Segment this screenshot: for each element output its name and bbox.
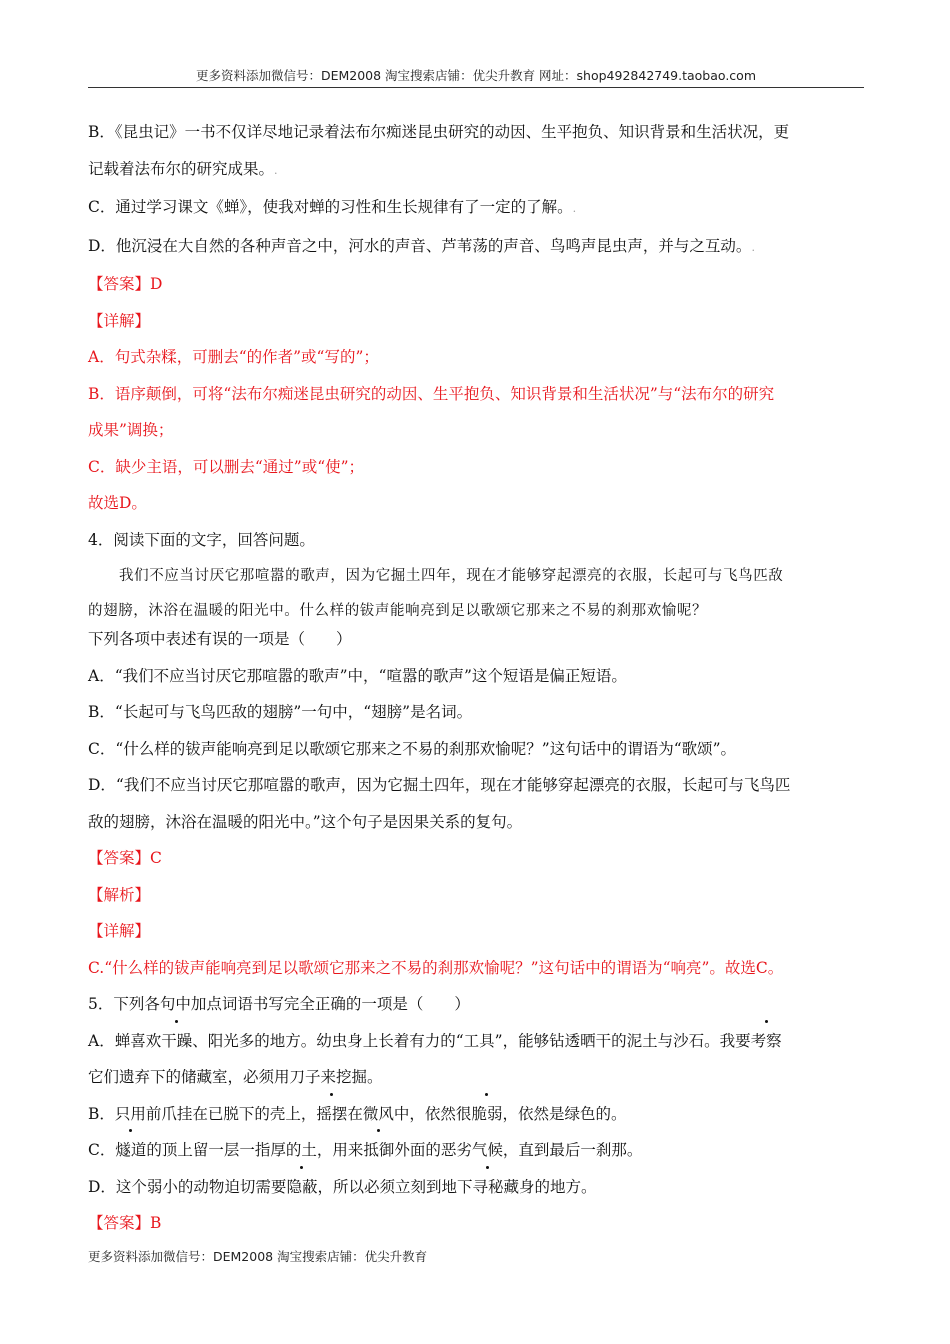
dotted-word: 摇摆 (316, 1096, 347, 1133)
q4-analysis-label: 【解析】 (88, 885, 151, 904)
q4-option-a: A．“我们不应当讨厌它那喧嚣的歌声”中，“喧嚣的歌声”这个短语是偏正短语。 (88, 666, 627, 685)
dotted-word: 隐蔽 (286, 1169, 317, 1206)
q3-answer: 【答案】D (88, 275, 163, 293)
dotted-word: 寻秘 (472, 1169, 503, 1206)
q4-stem: 4．阅读下面的文字，回答问题。 (88, 530, 315, 549)
q4-detail-label: 【详解】 (88, 922, 151, 940)
q4-passage-line-2: 的翅膀，沐浴在温暖的阳光中。什么样的钹声能响亮到足以歌颂它那来之不易的刹那欢愉呢？ (88, 602, 708, 619)
q4-option-d-cont: 敌的翅膀，沐浴在温暖的阳光中。”这个句子是因果关系的复句。 (88, 812, 523, 831)
header-divider (88, 87, 864, 88)
q5-option-d: D．这个弱小的动物迫切需要隐蔽，所以必须立刻到地下寻秘藏身的地方。 (88, 1169, 864, 1206)
q5-option-c: C．燧道的顶上留一层一指厚的土，用来抵御外面的恶劣气候，直到最后一刹那。 (88, 1132, 864, 1169)
q3-detail-b-cont: 成果”调换； (88, 421, 174, 439)
q4-answer: 【答案】C (88, 849, 162, 867)
page-footer: 更多资料添加微信号：DEM2008 淘宝搜索店铺：优尖升教育 (88, 1249, 428, 1264)
q5-option-a: A．蝉喜欢干躁、阳光多的地方。幼虫身上长着有力的“工具”，能够钻透晒干的泥土与沙石。我要考察 (88, 1023, 864, 1060)
q4-question: 下列各项中表述有误的一项是（ ） (88, 630, 352, 648)
q4-option-c: C．“什么样的钹声能响亮到足以歌颂它那来之不易的刹那欢愉呢？”这句话中的谓语为“歌颂”。 (88, 739, 737, 758)
q3-detail-c: C．缺少主语，可以删去“通过”或“使”； (88, 457, 365, 476)
q3-conclusion: 故选D。 (88, 494, 147, 512)
dotted-word: 干躁 (161, 1023, 192, 1060)
q3-option-b: B．《昆虫记》一书不仅详尽地记录着法布尔痴迷昆虫研究的动因、生平抱负、知识背景和生活状况，更 (88, 123, 790, 141)
dotted-word: 抵御 (363, 1132, 394, 1169)
q4-passage-line-1: 我们不应当讨厌它那喧嚣的歌声，因为它掘土四年，现在才能够穿起漂亮的衣服，长起可与飞鸟匹敌 (119, 568, 784, 584)
q3-detail-b: B．语序颠倒，可将“法布尔痴迷昆虫研究的动因、生平抱负、知识背景和生活状况”与“法布尔的研究 (88, 384, 775, 403)
q3-option-d: D．他沉浸在大自然的各种声音之中，河水的声音、芦苇荡的声音、鸟鸣声昆虫声，并与之互动。. (88, 236, 755, 255)
q5-answer: 【答案】B (88, 1214, 162, 1232)
q4-option-b: B．“长起可与飞鸟匹敌的翅膀”一句中，“翅膀”是名词。 (88, 703, 473, 721)
q3-option-c: C．通过学习课文《蝉》，使我对蝉的习性和生长规律有了一定的了解。. (88, 198, 577, 216)
dotted-word: 考察 (751, 1023, 782, 1060)
q3-detail-a: A．句式杂糅，可删去“的作者”或“写的”； (88, 348, 379, 366)
q5-option-a-cont: 它们遗弃下的储藏室，必须用刀子来挖掘。 (88, 1068, 383, 1086)
q3-detail-label: 【详解】 (88, 311, 151, 330)
q5-stem: 5．下列各句中加点词语书写完全正确的一项是（ ） (88, 995, 470, 1013)
q5-option-b: B．只用前爪挂在已脱下的壳上，摇摆在微风中，依然很脆弱，依然是绿色的。 (88, 1096, 864, 1133)
q3-option-b-cont: 记载着法布尔的研究成果。. (88, 159, 278, 178)
q4-option-d: D．“我们不应当讨厌它那喧嚣的歌声，因为它掘土四年，现在才能够穿起漂亮的衣服，长起可与飞鸟匹 (88, 776, 791, 794)
dotted-word: 脆弱 (471, 1096, 502, 1133)
page-header: 更多资料添加微信号：DEM2008 淘宝搜索店铺：优尖升教育 网址：shop492842749.taobao.com (195, 68, 757, 83)
q4-detail: C.“什么样的钹声能响亮到足以歌颂它那来之不易的刹那欢愉呢？”这句话中的谓语为“响亮”。故选C。 (88, 958, 784, 977)
dotted-word: 燧道 (115, 1132, 146, 1169)
document-body (88, 114, 864, 1242)
